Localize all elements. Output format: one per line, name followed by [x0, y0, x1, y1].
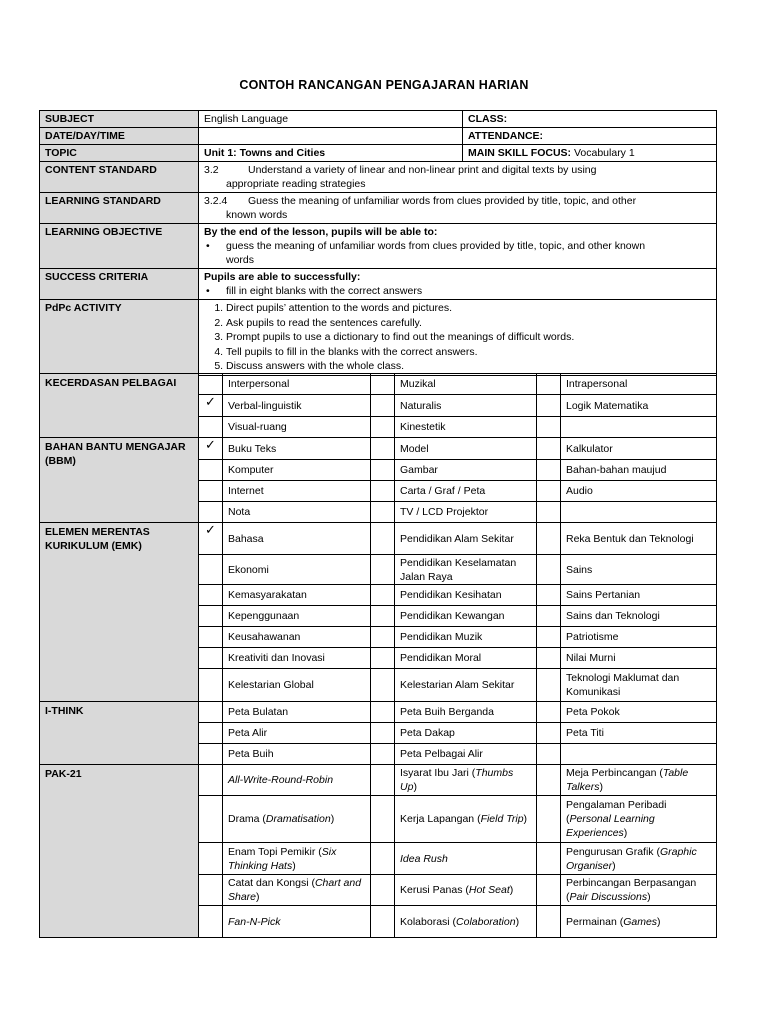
option-text-segment: )	[515, 915, 520, 928]
option-cell	[561, 502, 717, 523]
checkbox-cell[interactable]	[371, 765, 395, 796]
checkbox-cell[interactable]	[537, 843, 561, 875]
option-cell: Kelestarian Global	[223, 669, 371, 702]
checkbox-cell[interactable]	[371, 481, 395, 502]
option-text-segment: Six Thinking Hats	[228, 845, 337, 872]
option-cell: Buku Teks	[223, 438, 371, 460]
option-text-segment: )	[623, 827, 628, 839]
option-cell	[223, 796, 371, 843]
checkbox-cell[interactable]	[537, 585, 561, 606]
section-label: PAK-21	[40, 765, 199, 938]
option-text-segment: Pengurusan Grafik (	[566, 845, 660, 858]
checkbox-cell[interactable]	[537, 723, 561, 744]
checkbox-cell[interactable]	[199, 555, 223, 585]
checkbox-cell[interactable]	[199, 460, 223, 481]
section-label: I-THINK	[40, 702, 199, 765]
option-cell: Pendidikan Kesihatan	[395, 585, 537, 606]
option-text-segment: Thumbs Up	[400, 767, 514, 793]
option-cell: Nota	[223, 502, 371, 523]
option-cell: Sains	[561, 555, 717, 585]
option-cell: Sains dan Teknologi	[561, 606, 717, 627]
checkbox-cell[interactable]	[371, 395, 395, 417]
checkbox-cell[interactable]	[371, 723, 395, 744]
checkbox-cell[interactable]	[199, 906, 223, 938]
option-cell: Peta Buih	[223, 744, 371, 765]
checkbox-cell[interactable]	[371, 796, 395, 843]
option-cell: Peta Pokok	[561, 702, 717, 723]
option-cell: Internet	[223, 481, 371, 502]
option-text-segment: Permainan (	[566, 915, 624, 928]
checkbox-cell[interactable]	[371, 460, 395, 481]
option-cell: Pendidikan Alam Sekitar	[395, 523, 537, 555]
grid-row	[40, 523, 717, 555]
option-cell: Bahasa	[223, 523, 371, 555]
checkbox-cell[interactable]	[199, 438, 223, 460]
option-text-segment: )	[256, 891, 260, 903]
option-text-segment: Kerusi Panas (	[400, 884, 469, 896]
success-criteria-item: • fill in eight blanks with the correct answers	[226, 284, 711, 298]
activity-step: 4. Tell pupils to fill in the blanks with the correct answers.	[226, 345, 711, 360]
checkbox-cell[interactable]	[537, 555, 561, 585]
checkbox-cell[interactable]	[199, 702, 223, 723]
learning-standard-value	[199, 193, 717, 224]
checkbox-cell[interactable]	[537, 374, 561, 395]
option-text-segment: Pengalaman Peribadi (	[566, 799, 667, 825]
option-cell: Bahan-bahan maujud	[561, 460, 717, 481]
option-cell: Visual-ruang	[223, 417, 371, 438]
class-label: CLASS:	[463, 111, 717, 128]
checkbox-cell[interactable]	[371, 417, 395, 438]
option-cell: Naturalis	[395, 395, 537, 417]
checkbox-cell[interactable]	[371, 502, 395, 523]
option-text-segment: Graphic Organiser	[566, 845, 697, 872]
activity-step: 2. Ask pupils to read the sentences carefully.	[226, 316, 711, 331]
checkbox-cell[interactable]	[199, 606, 223, 627]
option-text-segment: Idea Rush	[400, 852, 448, 865]
option-text-segment: Dramatisation	[265, 813, 331, 825]
checkbox-cell[interactable]	[537, 481, 561, 502]
option-text-segment: Meja Perbincangan (	[566, 767, 663, 779]
section-label: ELEMEN MERENTAS KURIKULUM (EMK)	[40, 523, 199, 702]
content-standard-code: 3.2	[204, 164, 219, 176]
option-text-segment: Catat dan Kongsi (	[228, 877, 315, 889]
grid-row	[40, 702, 717, 723]
section-label: BAHAN BANTU MENGAJAR (BBM)	[40, 438, 199, 523]
options-grid	[39, 373, 717, 938]
option-cell: Logik Matematika	[561, 395, 717, 417]
checkbox-cell[interactable]	[199, 765, 223, 796]
option-cell	[223, 875, 371, 906]
checkbox-cell[interactable]	[371, 374, 395, 395]
checkbox-cell[interactable]	[199, 796, 223, 843]
checkbox-cell[interactable]	[371, 843, 395, 875]
checkbox-cell[interactable]	[371, 438, 395, 460]
option-text-segment: Chart and Share	[228, 877, 362, 903]
option-cell: Peta Pelbagai Alir	[395, 744, 537, 765]
check-mark-icon: ✓	[205, 522, 216, 537]
option-text-segment: Fan-N-Pick	[228, 915, 281, 928]
content-standard-label: CONTENT STANDARD	[40, 162, 199, 193]
option-cell	[561, 875, 717, 906]
option-cell	[561, 796, 717, 843]
topic-value: Unit 1: Towns and Cities	[199, 145, 463, 162]
option-cell: Keusahawanan	[223, 627, 371, 648]
checkbox-cell[interactable]	[199, 481, 223, 502]
checkbox-cell[interactable]	[199, 875, 223, 906]
learning-standard-label: LEARNING STANDARD	[40, 193, 199, 224]
option-text-segment: )	[657, 915, 661, 928]
activity-step: 5. Discuss answers with the whole class.	[226, 359, 711, 374]
focus-label: MAIN SKILL FOCUS:	[468, 147, 572, 159]
option-cell	[223, 906, 371, 938]
option-cell: Komputer	[223, 460, 371, 481]
option-cell	[395, 843, 537, 875]
checkbox-cell[interactable]	[371, 875, 395, 906]
check-mark-icon: ✓	[205, 437, 216, 452]
option-cell: Patriotisme	[561, 627, 717, 648]
option-cell	[561, 906, 717, 938]
learning-objective-item-text: guess the meaning of unfamiliar words from clues provided by title, topic, and other known	[226, 240, 646, 252]
checkbox-cell[interactable]	[199, 585, 223, 606]
option-text-segment: Kerja Lapangan (	[400, 813, 481, 825]
option-cell: Model	[395, 438, 537, 460]
checkbox-cell[interactable]	[537, 702, 561, 723]
checkbox-cell[interactable]	[537, 906, 561, 938]
checkbox-cell[interactable]	[371, 627, 395, 648]
checkbox-cell[interactable]	[371, 523, 395, 555]
learning-objective-item-text-cont: words	[226, 254, 255, 266]
option-cell: Intrapersonal	[561, 374, 717, 395]
option-cell	[395, 906, 537, 938]
option-text-segment: )	[509, 884, 514, 896]
checkbox-cell[interactable]	[371, 702, 395, 723]
option-cell	[395, 875, 537, 906]
grid-row	[40, 765, 717, 796]
option-cell	[561, 765, 717, 796]
activity-step: 3. Prompt pupils to use a dictionary to find out the meanings of difficult words.	[226, 330, 711, 345]
content-standard-value	[199, 162, 717, 193]
checkbox-cell[interactable]	[199, 648, 223, 669]
option-cell: Peta Buih Berganda	[395, 702, 537, 723]
checkbox-cell[interactable]	[199, 374, 223, 395]
content-standard-text: Understand a variety of linear and non-linear print and digital texts by using	[248, 164, 597, 176]
checkbox-cell[interactable]	[537, 744, 561, 765]
option-cell: Carta / Graf / Peta	[395, 481, 537, 502]
option-text-segment: Personal Learning Experiences	[566, 813, 655, 839]
option-cell: Nilai Murni	[561, 648, 717, 669]
subject-value: English Language	[199, 111, 463, 128]
option-cell: Kelestarian Alam Sekitar	[395, 669, 537, 702]
option-cell: Pendidikan Kewangan	[395, 606, 537, 627]
checkbox-cell[interactable]	[537, 669, 561, 702]
checkbox-cell[interactable]	[199, 523, 223, 555]
date-label: DATE/DAY/TIME	[40, 128, 199, 145]
header-table	[39, 110, 717, 376]
option-cell: Kepenggunaan	[223, 606, 371, 627]
checkbox-cell[interactable]	[537, 460, 561, 481]
checkbox-cell[interactable]	[199, 669, 223, 702]
option-cell: Kemasyarakatan	[223, 585, 371, 606]
option-text-segment: Drama (	[228, 813, 266, 825]
subject-label: SUBJECT	[40, 111, 199, 128]
checkbox-cell[interactable]	[537, 502, 561, 523]
focus-value: Vocabulary 1	[573, 147, 635, 159]
learning-objective-item	[226, 239, 711, 267]
grid-row	[40, 374, 717, 395]
learning-objective-label: LEARNING OBJECTIVE	[40, 224, 199, 269]
checkbox-cell[interactable]	[537, 648, 561, 669]
option-text-segment: )	[292, 859, 296, 872]
success-criteria-label: SUCCESS CRITERIA	[40, 269, 199, 300]
checkbox-cell[interactable]	[199, 627, 223, 648]
page-title: CONTOH RANCANGAN PENGAJARAN HARIAN	[239, 78, 529, 92]
checkbox-cell[interactable]	[199, 417, 223, 438]
option-text-segment: All-Write-Round-Robin	[228, 774, 334, 786]
option-text-segment: Enam Topi Pemikir (	[228, 845, 322, 858]
option-text-segment: Pair Discussions	[569, 891, 648, 903]
option-text-segment: Hot Seat	[468, 884, 510, 896]
checkbox-cell[interactable]	[371, 744, 395, 765]
option-cell: Peta Bulatan	[223, 702, 371, 723]
option-text-segment: Kolaborasi (	[400, 915, 457, 928]
option-text-segment: Perbincangan Berpasangan (	[566, 877, 697, 903]
option-text-segment: Games	[623, 915, 658, 928]
option-text-segment: Table Talkers	[566, 767, 689, 793]
option-cell: Teknologi Maklumat dan Komunikasi	[561, 669, 717, 702]
success-criteria-intro: Pupils are able to successfully:	[204, 271, 361, 283]
option-cell: Reka Bentuk dan Teknologi	[561, 523, 717, 555]
option-cell: Verbal-linguistik	[223, 395, 371, 417]
success-criteria-value	[199, 269, 717, 300]
grid-row	[40, 438, 717, 460]
checkbox-cell[interactable]	[199, 502, 223, 523]
checkbox-cell[interactable]	[537, 875, 561, 906]
checkbox-cell[interactable]	[537, 765, 561, 796]
content-standard-text-cont: appropriate reading strategies	[226, 178, 366, 190]
option-cell: Pendidikan Moral	[395, 648, 537, 669]
checkbox-cell[interactable]	[371, 606, 395, 627]
main-skill-focus	[463, 145, 717, 162]
checkbox-cell[interactable]	[371, 906, 395, 938]
learning-standard-code: 3.2.4	[204, 195, 228, 207]
learning-standard-text: Guess the meaning of unfamiliar words from clues provided by title, topic, and other	[248, 195, 637, 207]
option-text-segment: Field Trip	[480, 813, 524, 825]
option-cell: Peta Dakap	[395, 723, 537, 744]
checkbox-cell[interactable]	[199, 843, 223, 875]
option-cell	[561, 843, 717, 875]
checkbox-cell[interactable]	[537, 606, 561, 627]
option-text-segment: )	[599, 781, 603, 793]
option-cell	[223, 843, 371, 875]
option-cell: Gambar	[395, 460, 537, 481]
pdpc-activity-value	[199, 300, 717, 376]
option-cell: Sains Pertanian	[561, 585, 717, 606]
option-text-segment: )	[612, 859, 616, 872]
checkbox-cell[interactable]	[199, 395, 223, 417]
option-cell: Audio	[561, 481, 717, 502]
checkbox-cell[interactable]	[537, 796, 561, 843]
attendance-label: ATTENDANCE:	[463, 128, 717, 145]
option-text-segment: )	[413, 781, 417, 793]
option-cell: Kreativiti dan Inovasi	[223, 648, 371, 669]
option-cell: Peta Alir	[223, 723, 371, 744]
checkbox-cell[interactable]	[537, 438, 561, 460]
option-cell: Pendidikan Muzik	[395, 627, 537, 648]
checkbox-cell[interactable]	[199, 723, 223, 744]
learning-standard-text-cont: known words	[226, 209, 288, 221]
option-cell: Ekonomi	[223, 555, 371, 585]
option-cell: Peta Titi	[561, 723, 717, 744]
topic-label: TOPIC	[40, 145, 199, 162]
option-cell	[395, 796, 537, 843]
checkbox-cell[interactable]	[371, 669, 395, 702]
checkbox-cell[interactable]	[371, 648, 395, 669]
option-cell: Pendidikan Keselamatan Jalan Raya	[395, 555, 537, 585]
activity-step: 1. Direct pupils’ attention to the words and pictures.	[226, 301, 711, 316]
option-cell: Interpersonal	[223, 374, 371, 395]
check-mark-icon: ✓	[205, 394, 216, 409]
option-cell	[561, 417, 717, 438]
learning-objective-intro: By the end of the lesson, pupils will be able to:	[204, 226, 438, 238]
option-text-segment: Colaboration	[456, 915, 516, 928]
learning-objective-value	[199, 224, 717, 269]
option-cell: Kalkulator	[561, 438, 717, 460]
date-value	[199, 128, 463, 145]
option-text-segment: Isyarat Ibu Jari (	[400, 767, 476, 779]
checkbox-cell[interactable]	[371, 585, 395, 606]
pdpc-activity-label: PdPc ACTIVITY	[40, 300, 199, 376]
checkbox-cell[interactable]	[537, 417, 561, 438]
option-text-segment: )	[330, 813, 335, 825]
checkbox-cell[interactable]	[537, 395, 561, 417]
option-cell	[223, 765, 371, 796]
option-cell: TV / LCD Projektor	[395, 502, 537, 523]
option-cell: Muzikal	[395, 374, 537, 395]
option-cell	[561, 744, 717, 765]
section-label: KECERDASAN PELBAGAI	[40, 374, 199, 438]
option-cell	[395, 765, 537, 796]
checkbox-cell[interactable]	[371, 555, 395, 585]
option-text-segment: )	[523, 813, 528, 825]
option-text-segment: )	[647, 891, 651, 903]
option-cell: Kinestetik	[395, 417, 537, 438]
checkbox-cell[interactable]	[199, 744, 223, 765]
checkbox-cell[interactable]	[537, 627, 561, 648]
checkbox-cell[interactable]	[537, 523, 561, 555]
